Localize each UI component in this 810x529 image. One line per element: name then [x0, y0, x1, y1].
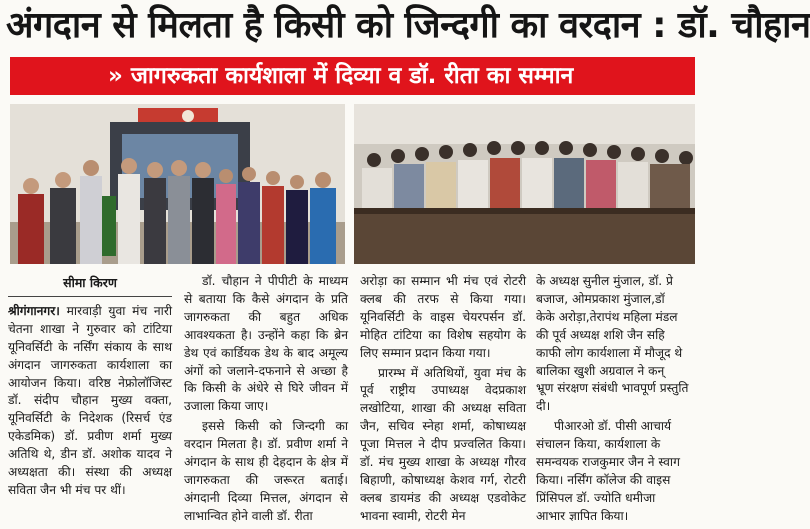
article-column-3 [360, 273, 526, 526]
byline-rule [8, 296, 172, 297]
col4-line: आभार ज्ञापित किया। [536, 508, 629, 523]
stage-group-photo [10, 104, 345, 264]
col3-paragraph-1: अरोड़ा का सम्मान भी मंच एवं रोटरी क्लब की तरफ से किया गया। यूनिवर्सिटी के वाइस चेयरपर्सन डॉ. मोहित टांटिया का विशेष सहयोग के लिए सम्मान प्रदान किया गया। [360, 274, 526, 360]
article-column-4 [536, 273, 700, 526]
col4-line: प्रिंसिपल डॉ. ज्योति धमीजा [536, 490, 656, 505]
col2-paragraph-1: डॉ. चौहान ने पीपीटी के माध्यम से बताया कि कैसे अंगदान के प्रति जागरुकता की बहुत अधिक आवश्यकता है। उन्होंने कहा कि ब्रेन डेथ एवं कार्डियक डेथ के बाद अमूल्य अंगों को जलाने-दफनाने से अच्छा है कि किसी के अंधेरे से घिरे जीवन में उजाला किया जाए। [184, 274, 348, 414]
col4-line: बजाज, ओमप्रकाश मुंजाल,डॉ [536, 291, 665, 306]
audience-photo [354, 104, 695, 264]
dateline: श्रीगंगानगर। [8, 303, 60, 318]
col4-paragraph-2 [536, 418, 700, 525]
sub-headline-banner: » जागरुकता कार्यशाला में दिव्या व डॉ. रीता का सम्मान [10, 57, 695, 95]
col4-line: समन्वयक राजकुमार जैन ने स्वाग [536, 455, 680, 470]
col4-line: किया। नर्सिंग कॉलेज की वाइस [536, 472, 671, 487]
col4-line: केके अरोड़ा,तेरापंथ महिला मंडल [536, 309, 678, 324]
article-column-2 [184, 273, 348, 526]
article-column-1 [8, 270, 172, 500]
col1-text: मारवाड़ी युवा मंच नारी चेतना शाखा ने गुरुवार को टांटिया यूनिवर्सिटी के नर्सिंग संकाय के साथ अंगदान जागरुकता कार्यशाला का आयोजन किया। वरिष्ठ नेफ्रोलॉजिस्ट डॉ. संदीप चौहान मुख्य वक्ता, यूनिवर्सिटी के निदेशक (रिसर्च एंड एकेडमिक) डॉ. प्रवीण शर्मा मुख्य अतिथि थे, डीन डॉ. अशोक यादव ने अध्यक्षता की। संस्था की अध्यक्ष सविता जैन भी मंच पर थीं। [8, 303, 172, 497]
col1-paragraph [8, 303, 172, 500]
col3-paragraph-2: प्रारम्भ में अतिथियों, युवा मंच के पूर्व राष्ट्रीय उपाध्यक्ष वेदप्रकाश लखोटिया, शाखा की अध्यक्ष सविता जैन, सचिव स्नेहा शर्मा, कोषाध्यक्ष पूजा मित्तल ने दीप प्रज्वलित किया। डॉ. मंच मुख्य शाखा के अध्यक्ष गौरव बिहाणी, कोषाध्यक्ष केशव गर्ग, रोटरी क्लब डायमंड की अध्यक्ष एडवोकेट भावना स्वामी, रोटरी मेन [360, 365, 526, 523]
col2-paragraph-2: इससे किसी को जिन्दगी का वरदान मिलता है। डॉ. प्रवीण शर्मा ने अंगदान के साथ ही देहदान के क्षेत्र में जागरुकता की जरूरत बताई। अंगदानी दिव्या मित्तल, अंगदान से लाभान्वित होने वाली डॉ. रीता [184, 419, 348, 523]
col4-line: के अध्यक्ष सुनील मुंजाल, डॉ. प्रे [536, 274, 673, 288]
col4-line: बालिका खुशी अग्रवाल ने कन् [536, 363, 665, 378]
headline: अंगदान से मिलता है किसी को जिन्दगी का वरदान : डॉ. चौहान [6, 5, 810, 46]
col4-line: की पूर्व अध्यक्ष शशि जैन सहि [536, 327, 665, 342]
col4-paragraph-1 [536, 273, 700, 416]
byline: सीमा किरण [63, 275, 117, 290]
col4-line: भ्रूण संरक्षण संबंधी भावपूर्ण प्रस्तुति [536, 381, 689, 396]
col4-line: संचालन किया, कार्यशाला के [536, 437, 661, 452]
col4-line: दी। [536, 399, 551, 414]
col4-line: पीआरओ डॉ. पीसी आचार्य [554, 419, 672, 434]
col4-line: काफी लोग कार्यशाला में मौजूद थे [536, 345, 683, 360]
